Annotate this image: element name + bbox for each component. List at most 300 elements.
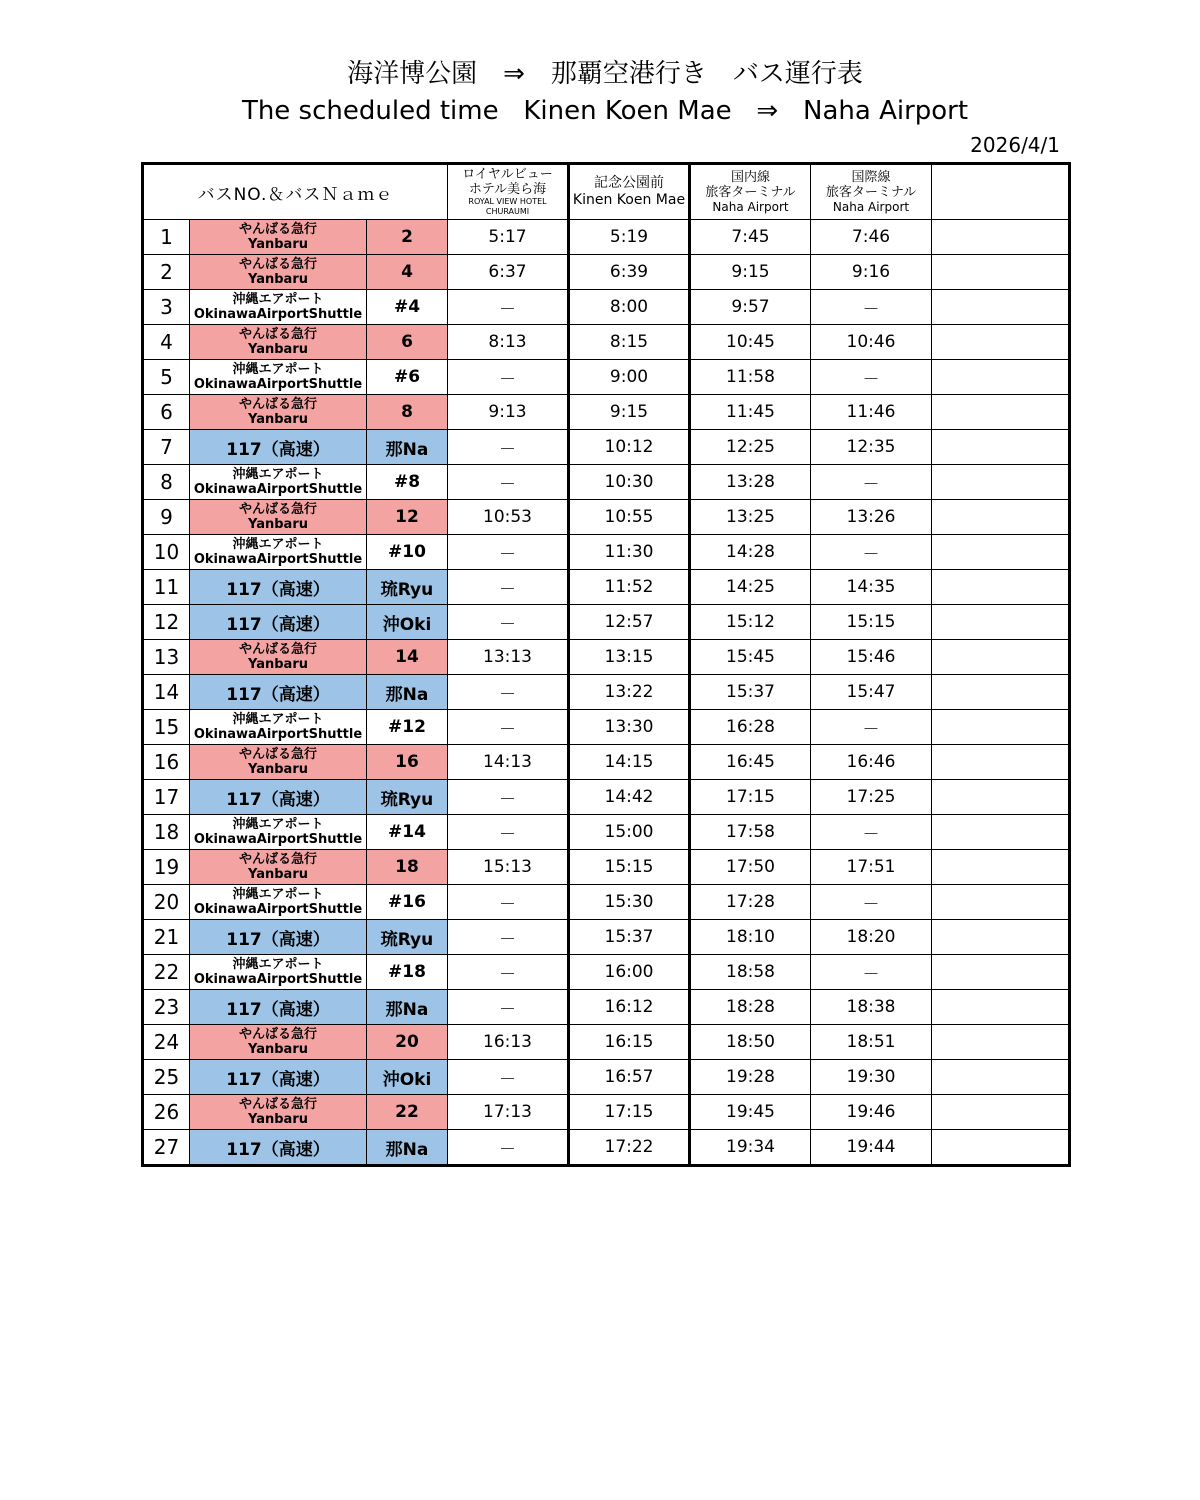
- extra-cell: [932, 1025, 1070, 1060]
- time-domestic-terminal: 9:15: [690, 255, 811, 290]
- bus-code: 沖Oki: [367, 605, 448, 640]
- time-domestic-terminal: 14:25: [690, 570, 811, 605]
- time-kinen-koen-mae: 11:30: [569, 535, 690, 570]
- bus-code: 那Na: [367, 1130, 448, 1166]
- time-domestic-terminal: 17:58: [690, 815, 811, 850]
- bus-name-label: 117（高速）: [226, 1139, 330, 1160]
- table-row: [143, 220, 1070, 255]
- time-kinen-koen-mae: 15:15: [569, 850, 690, 885]
- bus-name: [190, 1095, 367, 1130]
- time-international-terminal: 18:51: [811, 1025, 932, 1060]
- time-domestic-terminal: 15:45: [690, 640, 811, 675]
- row-number: 4: [143, 325, 190, 360]
- time-domestic-terminal: 10:45: [690, 325, 811, 360]
- time-kinen-koen-mae: 8:15: [569, 325, 690, 360]
- header-royal-ja-line2: ホテル美ら海: [468, 182, 547, 197]
- bus-name: [190, 535, 367, 570]
- time-royal-view-hotel: －: [448, 1130, 569, 1166]
- time-kinen-koen-mae: 17:22: [569, 1130, 690, 1166]
- bus-name-label: 117（高速）: [226, 789, 330, 810]
- time-royal-view-hotel: －: [448, 675, 569, 710]
- extra-cell: [932, 815, 1070, 850]
- table-row: [143, 430, 1070, 465]
- header-international-ja-line1: 国際線: [851, 169, 891, 185]
- table-row: [143, 570, 1070, 605]
- bus-name: [190, 675, 367, 710]
- bus-code: #18: [367, 955, 448, 990]
- page-title-en: The scheduled time Kinen Koen Mae ⇒ Naha Airport: [241, 96, 969, 126]
- time-international-terminal: 9:16: [811, 255, 932, 290]
- bus-name: [190, 815, 367, 850]
- time-domestic-terminal: 14:28: [690, 535, 811, 570]
- table-row: [143, 605, 1070, 640]
- time-kinen-koen-mae: 9:15: [569, 395, 690, 430]
- header-international-en: Naha Airport: [832, 199, 910, 214]
- time-international-terminal: 12:35: [811, 430, 932, 465]
- bus-code: 8: [367, 395, 448, 430]
- time-kinen-koen-mae: 14:42: [569, 780, 690, 815]
- table-row: [143, 465, 1070, 500]
- time-kinen-koen-mae: 15:30: [569, 885, 690, 920]
- bus-code: #14: [367, 815, 448, 850]
- bus-name-en: Yanbaru: [248, 1112, 308, 1127]
- time-domestic-terminal: 13:25: [690, 500, 811, 535]
- bus-name-ja: やんばる急行: [238, 257, 317, 272]
- time-royal-view-hotel: 16:13: [448, 1025, 569, 1060]
- bus-name-ja: やんばる急行: [238, 1027, 317, 1042]
- time-royal-view-hotel: －: [448, 605, 569, 640]
- row-number: 5: [143, 360, 190, 395]
- time-domestic-terminal: 9:57: [690, 290, 811, 325]
- row-number: 1: [143, 220, 190, 255]
- bus-name-en: Yanbaru: [248, 342, 308, 357]
- bus-name-en: OkinawaAirportShuttle: [193, 727, 363, 742]
- bus-name: [190, 780, 367, 815]
- bus-name-en: Yanbaru: [248, 517, 308, 532]
- bus-name: [190, 290, 367, 325]
- time-international-terminal: 19:30: [811, 1060, 932, 1095]
- bus-code: #16: [367, 885, 448, 920]
- bus-code: 那Na: [367, 430, 448, 465]
- bus-name-en: OkinawaAirportShuttle: [193, 377, 363, 392]
- row-number: 23: [143, 990, 190, 1025]
- extra-cell: [932, 955, 1070, 990]
- extra-cell: [932, 605, 1070, 640]
- extra-cell: [932, 640, 1070, 675]
- bus-name-ja: やんばる急行: [238, 642, 317, 657]
- bus-code: 4: [367, 255, 448, 290]
- bus-code: 沖Oki: [367, 1060, 448, 1095]
- time-royal-view-hotel: 5:17: [448, 220, 569, 255]
- table-row: [143, 990, 1070, 1025]
- bus-name-label: 117（高速）: [226, 439, 330, 460]
- bus-name-ja: やんばる急行: [238, 222, 317, 237]
- header-international-terminal: [811, 164, 932, 220]
- row-number: 10: [143, 535, 190, 570]
- extra-cell: [932, 1130, 1070, 1166]
- bus-name-en: OkinawaAirportShuttle: [193, 902, 363, 917]
- bus-timetable: [141, 162, 1071, 1167]
- row-number: 21: [143, 920, 190, 955]
- extra-cell: [932, 745, 1070, 780]
- time-domestic-terminal: 19:34: [690, 1130, 811, 1166]
- time-domestic-terminal: 7:45: [690, 220, 811, 255]
- time-domestic-terminal: 18:10: [690, 920, 811, 955]
- time-kinen-koen-mae: 16:15: [569, 1025, 690, 1060]
- bus-name: [190, 1025, 367, 1060]
- bus-name: [190, 500, 367, 535]
- time-international-terminal: －: [811, 535, 932, 570]
- time-kinen-koen-mae: 10:55: [569, 500, 690, 535]
- bus-name-ja: やんばる急行: [238, 502, 317, 517]
- time-domestic-terminal: 15:37: [690, 675, 811, 710]
- time-royal-view-hotel: 13:13: [448, 640, 569, 675]
- bus-name: [190, 325, 367, 360]
- header-international-ja-line2: 旅客ターミナル: [825, 184, 917, 200]
- bus-name-ja: やんばる急行: [238, 327, 317, 342]
- bus-name: [190, 745, 367, 780]
- bus-name-ja: やんばる急行: [238, 397, 317, 412]
- row-number: 14: [143, 675, 190, 710]
- time-domestic-terminal: 18:58: [690, 955, 811, 990]
- time-kinen-koen-mae: 12:57: [569, 605, 690, 640]
- extra-cell: [932, 395, 1070, 430]
- table-row: [143, 1025, 1070, 1060]
- table-row: [143, 1130, 1070, 1166]
- header-row: [143, 164, 1070, 220]
- table-row: [143, 745, 1070, 780]
- bus-name-ja: 沖縄エアポート: [232, 362, 324, 377]
- time-royal-view-hotel: －: [448, 360, 569, 395]
- table-row: [143, 535, 1070, 570]
- table-row: [143, 885, 1070, 920]
- extra-cell: [932, 465, 1070, 500]
- time-domestic-terminal: 16:28: [690, 710, 811, 745]
- bus-name-label: 117（高速）: [226, 579, 330, 600]
- extra-cell: [932, 990, 1070, 1025]
- header-kinen-koen-mae: [569, 164, 690, 220]
- extra-cell: [932, 325, 1070, 360]
- time-domestic-terminal: 19:45: [690, 1095, 811, 1130]
- time-royal-view-hotel: －: [448, 1060, 569, 1095]
- row-number: 9: [143, 500, 190, 535]
- bus-code: 琉Ryu: [367, 920, 448, 955]
- bus-name: [190, 920, 367, 955]
- extra-cell: [932, 675, 1070, 710]
- row-number: 15: [143, 710, 190, 745]
- bus-name: [190, 605, 367, 640]
- bus-name-en: Yanbaru: [248, 237, 308, 252]
- bus-code: 12: [367, 500, 448, 535]
- table-row: [143, 395, 1070, 430]
- time-international-terminal: －: [811, 815, 932, 850]
- table-row: [143, 955, 1070, 990]
- bus-name-ja: やんばる急行: [238, 1097, 317, 1112]
- extra-cell: [932, 1095, 1070, 1130]
- time-kinen-koen-mae: 6:39: [569, 255, 690, 290]
- row-number: 13: [143, 640, 190, 675]
- time-royal-view-hotel: 9:13: [448, 395, 569, 430]
- time-kinen-koen-mae: 17:15: [569, 1095, 690, 1130]
- time-royal-view-hotel: 17:13: [448, 1095, 569, 1130]
- header-kinen-en: Kinen Koen Mae: [572, 192, 686, 208]
- bus-name: [190, 570, 367, 605]
- time-domestic-terminal: 13:28: [690, 465, 811, 500]
- bus-name-ja: やんばる急行: [238, 852, 317, 867]
- bus-name-label: 117（高速）: [226, 614, 330, 635]
- time-international-terminal: 17:51: [811, 850, 932, 885]
- row-number: 20: [143, 885, 190, 920]
- time-royal-view-hotel: －: [448, 815, 569, 850]
- time-kinen-koen-mae: 14:15: [569, 745, 690, 780]
- bus-name-ja: 沖縄エアポート: [232, 467, 324, 482]
- extra-cell: [932, 1060, 1070, 1095]
- time-international-terminal: －: [811, 360, 932, 395]
- bus-code: 琉Ryu: [367, 570, 448, 605]
- header-domestic-ja-line2: 旅客ターミナル: [705, 184, 796, 200]
- table-row: [143, 920, 1070, 955]
- bus-name-ja: 沖縄エアポート: [232, 537, 324, 552]
- table-row: [143, 325, 1070, 360]
- header-extra: [932, 164, 1070, 220]
- bus-code: 14: [367, 640, 448, 675]
- time-international-terminal: 13:26: [811, 500, 932, 535]
- bus-code: 那Na: [367, 675, 448, 710]
- time-domestic-terminal: 11:45: [690, 395, 811, 430]
- table-row: [143, 815, 1070, 850]
- row-number: 3: [143, 290, 190, 325]
- timetable-body: [143, 220, 1070, 1166]
- extra-cell: [932, 710, 1070, 745]
- time-royal-view-hotel: －: [448, 885, 569, 920]
- table-row: [143, 640, 1070, 675]
- time-domestic-terminal: 17:28: [690, 885, 811, 920]
- time-domestic-terminal: 18:28: [690, 990, 811, 1025]
- extra-cell: [932, 570, 1070, 605]
- bus-code: 16: [367, 745, 448, 780]
- table-row: [143, 1060, 1070, 1095]
- time-international-terminal: －: [811, 465, 932, 500]
- time-kinen-koen-mae: 9:00: [569, 360, 690, 395]
- time-international-terminal: 15:47: [811, 675, 932, 710]
- bus-name-en: OkinawaAirportShuttle: [193, 832, 363, 847]
- time-kinen-koen-mae: 10:12: [569, 430, 690, 465]
- bus-name: [190, 395, 367, 430]
- time-kinen-koen-mae: 13:30: [569, 710, 690, 745]
- bus-code: #6: [367, 360, 448, 395]
- header-kinen-ja: 記念公園前: [594, 175, 664, 191]
- time-kinen-koen-mae: 11:52: [569, 570, 690, 605]
- bus-name-en: OkinawaAirportShuttle: [193, 552, 363, 567]
- time-international-terminal: 18:38: [811, 990, 932, 1025]
- time-kinen-koen-mae: 13:15: [569, 640, 690, 675]
- page-title-ja: 海洋博公園 ⇒ 那覇空港行き バス運行表: [347, 59, 863, 89]
- time-royal-view-hotel: 14:13: [448, 745, 569, 780]
- row-number: 24: [143, 1025, 190, 1060]
- time-international-terminal: 15:46: [811, 640, 932, 675]
- time-international-terminal: 19:44: [811, 1130, 932, 1166]
- time-international-terminal: 7:46: [811, 220, 932, 255]
- row-number: 25: [143, 1060, 190, 1095]
- time-royal-view-hotel: －: [448, 955, 569, 990]
- bus-name-ja: 沖縄エアポート: [232, 817, 324, 832]
- row-number: 26: [143, 1095, 190, 1130]
- header-domestic-en: Naha Airport: [712, 199, 789, 214]
- time-domestic-terminal: 19:28: [690, 1060, 811, 1095]
- bus-name-en: OkinawaAirportShuttle: [193, 482, 363, 497]
- row-number: 8: [143, 465, 190, 500]
- time-kinen-koen-mae: 15:00: [569, 815, 690, 850]
- table-row: [143, 360, 1070, 395]
- time-royal-view-hotel: －: [448, 710, 569, 745]
- time-domestic-terminal: 11:58: [690, 360, 811, 395]
- time-international-terminal: 19:46: [811, 1095, 932, 1130]
- time-domestic-terminal: 15:12: [690, 605, 811, 640]
- bus-name: [190, 360, 367, 395]
- header-royal-en-line1: ROYAL VIEW HOTEL: [468, 197, 547, 206]
- time-domestic-terminal: 12:25: [690, 430, 811, 465]
- time-international-terminal: 18:20: [811, 920, 932, 955]
- bus-name: [190, 1130, 367, 1166]
- row-number: 12: [143, 605, 190, 640]
- bus-name: [190, 955, 367, 990]
- extra-cell: [932, 255, 1070, 290]
- bus-code: 20: [367, 1025, 448, 1060]
- table-row: [143, 780, 1070, 815]
- row-number: 2: [143, 255, 190, 290]
- bus-name-label: 117（高速）: [226, 1069, 330, 1090]
- time-international-terminal: 14:35: [811, 570, 932, 605]
- bus-code: 那Na: [367, 990, 448, 1025]
- time-international-terminal: 17:25: [811, 780, 932, 815]
- time-kinen-koen-mae: 13:22: [569, 675, 690, 710]
- bus-name: [190, 710, 367, 745]
- bus-name: [190, 990, 367, 1025]
- bus-name-en: Yanbaru: [248, 657, 308, 672]
- table-row: [143, 710, 1070, 745]
- table-row: [143, 255, 1070, 290]
- table-row: [143, 290, 1070, 325]
- row-number: 11: [143, 570, 190, 605]
- bus-code: #12: [367, 710, 448, 745]
- time-royal-view-hotel: －: [448, 290, 569, 325]
- extra-cell: [932, 780, 1070, 815]
- time-international-terminal: －: [811, 885, 932, 920]
- time-domestic-terminal: 18:50: [690, 1025, 811, 1060]
- bus-code: #4: [367, 290, 448, 325]
- bus-name-label: 117（高速）: [226, 999, 330, 1020]
- bus-name-ja: 沖縄エアポート: [232, 957, 324, 972]
- time-royal-view-hotel: －: [448, 465, 569, 500]
- time-kinen-koen-mae: 16:00: [569, 955, 690, 990]
- bus-code: 6: [367, 325, 448, 360]
- extra-cell: [932, 850, 1070, 885]
- time-international-terminal: －: [811, 290, 932, 325]
- bus-name-ja: やんばる急行: [238, 747, 317, 762]
- bus-name-en: Yanbaru: [248, 1042, 308, 1057]
- header-royal-en-line2: CHURAUMI: [485, 207, 530, 216]
- time-domestic-terminal: 17:50: [690, 850, 811, 885]
- table-row: [143, 850, 1070, 885]
- bus-name-en: OkinawaAirportShuttle: [193, 972, 363, 987]
- header-royal-view-hotel: [448, 164, 569, 220]
- header-domestic-ja-line1: 国内線: [730, 169, 770, 185]
- bus-name-en: Yanbaru: [248, 272, 308, 287]
- bus-name-ja: 沖縄エアポート: [232, 292, 324, 307]
- header-domestic-terminal: [690, 164, 811, 220]
- bus-name: [190, 850, 367, 885]
- row-number: 7: [143, 430, 190, 465]
- row-number: 18: [143, 815, 190, 850]
- row-number: 19: [143, 850, 190, 885]
- time-international-terminal: 10:46: [811, 325, 932, 360]
- schedule-date: 2026/4/1: [970, 133, 1060, 157]
- time-kinen-koen-mae: 10:30: [569, 465, 690, 500]
- extra-cell: [932, 220, 1070, 255]
- time-international-terminal: 16:46: [811, 745, 932, 780]
- time-royal-view-hotel: －: [448, 535, 569, 570]
- table-row: [143, 675, 1070, 710]
- time-royal-view-hotel: －: [448, 990, 569, 1025]
- bus-name: [190, 220, 367, 255]
- time-international-terminal: －: [811, 955, 932, 990]
- time-domestic-terminal: 16:45: [690, 745, 811, 780]
- time-kinen-koen-mae: 16:12: [569, 990, 690, 1025]
- time-domestic-terminal: 17:15: [690, 780, 811, 815]
- time-international-terminal: 15:15: [811, 605, 932, 640]
- table-row: [143, 500, 1070, 535]
- time-kinen-koen-mae: 8:00: [569, 290, 690, 325]
- header-royal-ja-line1: ロイヤルビュー: [462, 167, 553, 182]
- row-number: 17: [143, 780, 190, 815]
- extra-cell: [932, 920, 1070, 955]
- bus-code: #8: [367, 465, 448, 500]
- table-row: [143, 1095, 1070, 1130]
- extra-cell: [932, 885, 1070, 920]
- time-royal-view-hotel: －: [448, 570, 569, 605]
- row-number: 22: [143, 955, 190, 990]
- bus-name: [190, 1060, 367, 1095]
- bus-name-ja: 沖縄エアポート: [232, 712, 324, 727]
- time-kinen-koen-mae: 5:19: [569, 220, 690, 255]
- extra-cell: [932, 500, 1070, 535]
- extra-cell: [932, 290, 1070, 325]
- bus-name: [190, 465, 367, 500]
- bus-code: 2: [367, 220, 448, 255]
- bus-code: #10: [367, 535, 448, 570]
- bus-name-label: 117（高速）: [226, 684, 330, 705]
- bus-code: 22: [367, 1095, 448, 1130]
- bus-name: [190, 640, 367, 675]
- bus-name-en: Yanbaru: [248, 867, 308, 882]
- bus-name-ja: 沖縄エアポート: [232, 887, 324, 902]
- time-kinen-koen-mae: 16:57: [569, 1060, 690, 1095]
- extra-cell: [932, 430, 1070, 465]
- row-number: 6: [143, 395, 190, 430]
- time-royal-view-hotel: －: [448, 780, 569, 815]
- row-number: 16: [143, 745, 190, 780]
- time-royal-view-hotel: 8:13: [448, 325, 569, 360]
- time-kinen-koen-mae: 15:37: [569, 920, 690, 955]
- time-royal-view-hotel: －: [448, 920, 569, 955]
- header-bus-name: バスNO.＆バスＮａｍｅ: [143, 164, 448, 220]
- bus-name-label: 117（高速）: [226, 929, 330, 950]
- bus-name-en: Yanbaru: [248, 412, 308, 427]
- bus-name: [190, 885, 367, 920]
- time-international-terminal: 11:46: [811, 395, 932, 430]
- extra-cell: [932, 535, 1070, 570]
- bus-name: [190, 255, 367, 290]
